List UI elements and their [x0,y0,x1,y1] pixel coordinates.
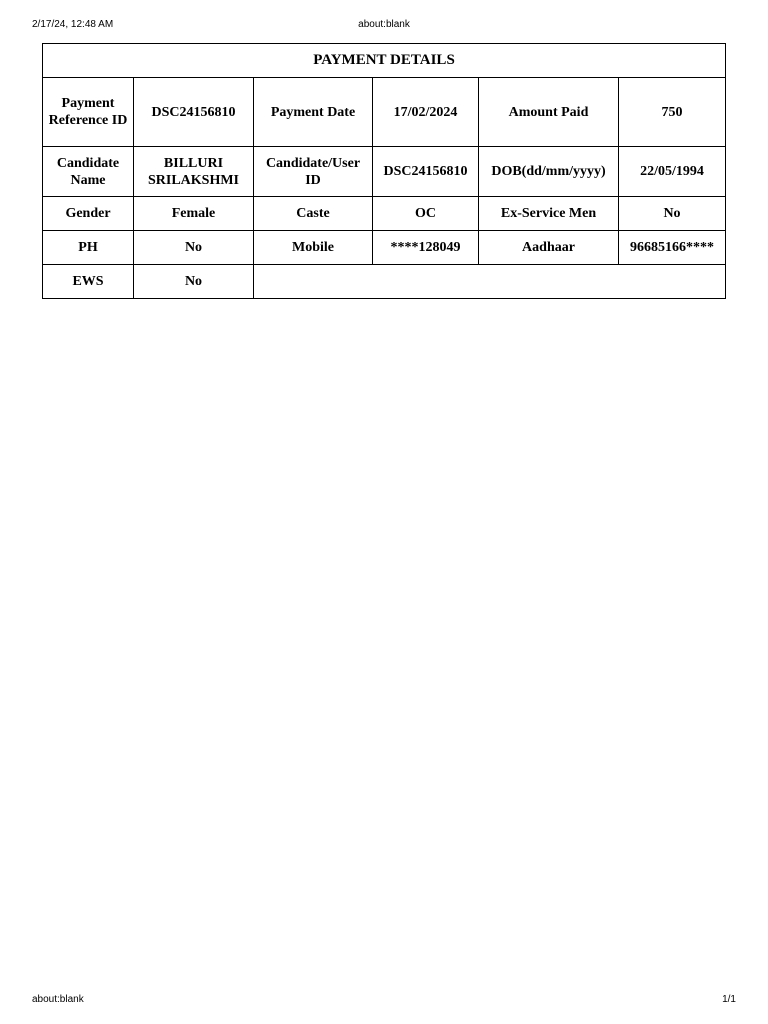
payment-reference-id-label: Payment Reference ID [43,78,134,147]
mobile-value: ****128049 [373,231,479,265]
dob-label: DOB(dd/mm/yyyy) [479,147,619,197]
table-row [43,78,726,147]
aadhaar-label: Aadhaar [479,231,619,265]
print-datetime: 2/17/24, 12:48 AM [32,19,114,30]
ex-service-men-label: Ex-Service Men [479,197,619,231]
ph-value: No [134,231,254,265]
ews-label: EWS [43,265,134,299]
dob-value: 22/05/1994 [619,147,726,197]
gender-value: Female [134,197,254,231]
amount-paid-value: 750 [619,78,726,147]
table-row [43,147,726,197]
mobile-label: Mobile [254,231,373,265]
caste-value: OC [373,197,479,231]
payment-date-label: Payment Date [254,78,373,147]
payment-date-value: 17/02/2024 [373,78,479,147]
gender-label: Gender [43,197,134,231]
caste-label: Caste [254,197,373,231]
ews-value: No [134,265,254,299]
candidate-name-value: BILLURI SRILAKSHMI [134,147,254,197]
table-title: PAYMENT DETAILS [43,44,726,78]
aadhaar-value: 96685166**** [619,231,726,265]
candidate-name-label: Candidate Name [43,147,134,197]
payment-reference-id-value: DSC24156810 [134,78,254,147]
table-row [43,265,726,299]
candidate-user-id-value: DSC24156810 [373,147,479,197]
print-page-number: 1/1 [722,994,736,1005]
print-page-title: about:blank [358,19,410,30]
candidate-user-id-label: Candidate/User ID [254,147,373,197]
empty-cell [254,265,726,299]
amount-paid-label: Amount Paid [479,78,619,147]
payment-details-table [42,43,726,299]
table-row [43,231,726,265]
print-footer-url: about:blank [32,994,84,1005]
ex-service-men-value: No [619,197,726,231]
ph-label: PH [43,231,134,265]
table-row [43,197,726,231]
